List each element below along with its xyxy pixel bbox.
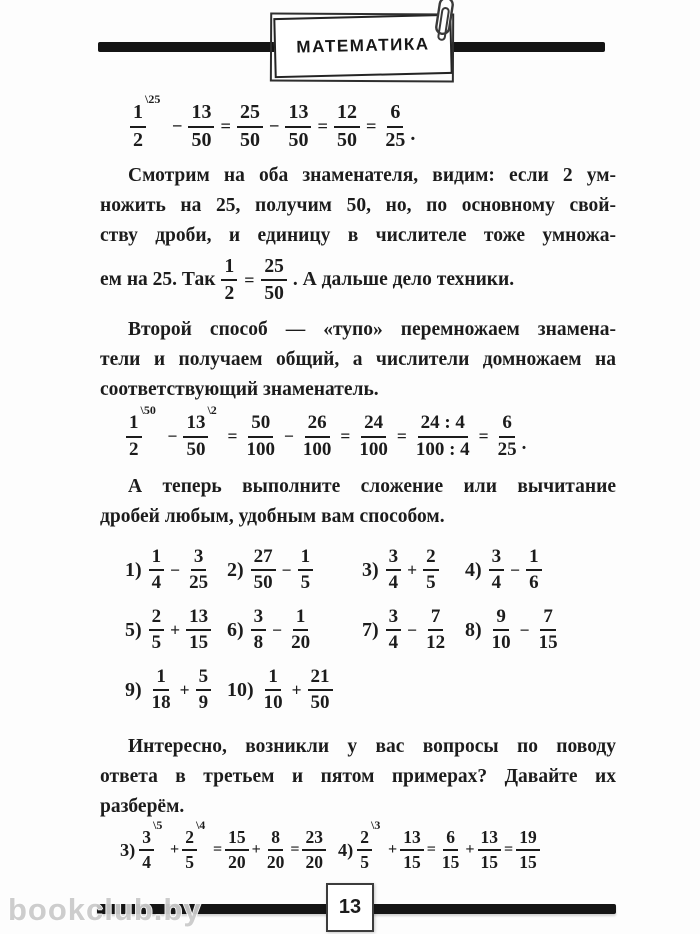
extra-multiplier: \25 (145, 92, 161, 106)
exercise-row (100, 600, 616, 660)
punctuation: . (410, 123, 416, 146)
denominator: 50 (191, 128, 212, 151)
numerator: 19 (516, 828, 540, 851)
operator: − (519, 619, 530, 640)
denominator: 4 (151, 572, 162, 594)
denominator: 20 (291, 632, 311, 654)
operator: = (212, 841, 223, 859)
denominator: 10 (263, 692, 283, 714)
paragraph-line: Смотрим на оба знаменателя, видим: если 2 ум- (128, 165, 616, 187)
operator: = (478, 426, 489, 447)
numerator: 13 (188, 102, 214, 128)
math-text: ем на 25. Так (100, 269, 216, 291)
denominator: 4 (142, 852, 152, 873)
numerator: 3 (139, 828, 154, 851)
exercise-item (100, 667, 227, 714)
punctuation: . (521, 433, 527, 455)
exercise-item (227, 547, 362, 594)
exercise-item (362, 607, 465, 654)
spacer (328, 850, 336, 851)
denominator: 50 (264, 283, 284, 305)
numerator: 7 (428, 607, 444, 632)
formula-half-minus (130, 92, 616, 151)
numerator: 24 (361, 413, 386, 438)
numerator: 3 (386, 607, 402, 632)
exercise-item (227, 607, 362, 654)
operator: − (272, 619, 283, 640)
extra-multiplier: \2 (207, 403, 217, 418)
numerator: 1 (293, 607, 309, 632)
denominator: 15 (480, 852, 499, 873)
exercise-number: 5) (125, 618, 142, 641)
exercise-row (100, 540, 616, 600)
operator: = (340, 426, 351, 447)
operator: − (281, 559, 292, 580)
fraction (285, 102, 311, 151)
paragraph-task-intro (100, 472, 616, 532)
numerator: 25 (261, 256, 287, 281)
denominator: 100 (302, 438, 332, 460)
exercise-number: 7) (362, 618, 379, 641)
operator: = (290, 841, 300, 859)
formula-worked-examples (120, 818, 616, 873)
denominator: 20 (228, 852, 246, 873)
fraction (516, 828, 540, 872)
numerator: 2 (182, 828, 197, 851)
fraction (149, 667, 174, 714)
math-text: . А дальше дело техники. (292, 269, 515, 291)
fraction (251, 547, 276, 594)
denominator: 50 (239, 128, 260, 151)
paragraph-line: разберём. (100, 796, 185, 818)
fraction (264, 828, 288, 872)
fraction (423, 607, 448, 654)
numerator: 7 (540, 607, 556, 632)
numerator: 3 (251, 607, 267, 632)
numerator: 27 (251, 547, 276, 572)
denominator: 5 (426, 572, 436, 594)
denominator: 25 (189, 572, 209, 594)
paragraph-line: дробей любым, удобным вам способом. (100, 506, 445, 528)
operator: = (317, 116, 328, 137)
denominator: 9 (198, 692, 209, 714)
chapter-title: МАТЕМАТИКА (296, 34, 430, 57)
paragraph-line: Второй способ — «тупо» перемножаем знамена- (128, 319, 616, 341)
operator: + (465, 841, 475, 859)
paragraph-line: ству дроби, и единицу в числителе тоже умножа- (100, 225, 616, 247)
denominator: 15 (189, 632, 209, 654)
denominator: 4 (491, 572, 502, 594)
fraction (196, 667, 212, 714)
exercise-item (465, 607, 616, 654)
numerator: 1 (298, 547, 314, 572)
operator: + (407, 559, 418, 580)
exercise-number: 4) (465, 558, 482, 581)
fraction (182, 818, 206, 873)
numerator: 6 (387, 102, 403, 128)
fraction (225, 828, 249, 872)
fraction (495, 413, 520, 460)
denominator: 5 (360, 852, 370, 873)
fraction (300, 413, 335, 460)
page-header (0, 0, 700, 92)
exercise-item (100, 607, 227, 654)
fraction (188, 102, 214, 151)
exercise-number: 9) (125, 678, 142, 701)
numerator: 3 (386, 547, 402, 572)
denominator: 50 (310, 692, 330, 714)
fraction (251, 607, 267, 654)
fraction (261, 256, 287, 304)
fraction (526, 547, 542, 594)
numerator: 1 (221, 256, 237, 281)
denominator: 2 (129, 438, 139, 460)
numerator: 8 (268, 828, 283, 851)
paragraph-line: ножить на 25, получим 50, но, по основному свой- (100, 195, 616, 217)
operator: = (426, 841, 436, 859)
fraction (302, 828, 326, 872)
operator: + (251, 841, 261, 859)
extra-multiplier: \3 (371, 818, 381, 833)
denominator: 50 (336, 128, 357, 151)
operator: = (227, 426, 238, 447)
exercise-item (362, 547, 465, 594)
denominator: 25 (497, 438, 517, 460)
denominator: 12 (426, 632, 446, 654)
exercise-number: 2) (227, 558, 244, 581)
fraction (149, 547, 165, 594)
paragraph-line: Интересно, возникли у вас вопросы по поводу (128, 736, 616, 758)
operator: − (170, 559, 181, 580)
denominator: 20 (305, 852, 323, 873)
chapter-title-box (273, 14, 452, 78)
numerator: 26 (305, 413, 330, 438)
operator: − (268, 116, 280, 137)
denominator: 6 (529, 572, 539, 594)
fraction (126, 403, 156, 460)
extra-multiplier: \5 (153, 818, 163, 833)
denominator: 20 (266, 852, 285, 873)
denominator: 5 (185, 852, 194, 873)
denominator: 18 (151, 692, 171, 714)
paperclip-icon (430, 0, 459, 45)
numerator: 50 (248, 413, 273, 438)
paragraph-line: соответствующий знаменатель. (100, 379, 379, 401)
item-label: 4) (337, 839, 354, 860)
numerator: 1 (126, 413, 142, 438)
numerator: 1 (265, 667, 281, 692)
fraction (139, 818, 163, 873)
numerator: 23 (302, 828, 326, 851)
denominator: 50 (288, 128, 309, 151)
fraction (261, 667, 286, 714)
numerator: 13 (186, 607, 211, 632)
fraction (149, 607, 165, 654)
fraction (288, 607, 313, 654)
denominator: 4 (388, 632, 399, 654)
fraction (439, 828, 463, 872)
exercise-item (227, 667, 362, 714)
fraction (423, 547, 439, 594)
paragraph-denominators (100, 161, 616, 307)
exercise-number: 8) (465, 618, 482, 641)
numerator: 6 (499, 413, 515, 438)
extra-multiplier: \4 (195, 818, 206, 833)
numerator: 13 (183, 413, 208, 438)
numerator: 1 (153, 667, 169, 692)
fraction (308, 667, 333, 714)
numerator: 1 (149, 547, 165, 572)
watermark: bookclub.by (8, 892, 202, 927)
denominator: 100 (246, 438, 275, 460)
numerator: 13 (285, 102, 311, 128)
fraction (334, 102, 360, 151)
fraction (478, 828, 502, 872)
operator: = (244, 270, 255, 291)
exercise-number: 6) (227, 618, 244, 641)
denominator: 50 (253, 572, 273, 594)
operator: = (504, 841, 514, 859)
exercise-number: 10) (227, 678, 254, 701)
numerator: 2 (149, 607, 165, 632)
denominator: 10 (491, 632, 511, 654)
fraction (489, 607, 514, 654)
exercise-list (100, 540, 616, 720)
denominator: 4 (388, 572, 399, 594)
operator: − (407, 619, 418, 640)
denominator: 50 (186, 438, 206, 460)
fraction (221, 256, 237, 304)
page-body (0, 92, 616, 873)
operator: + (179, 679, 190, 700)
numerator: 24 : 4 (418, 413, 468, 438)
fraction (489, 547, 505, 594)
numerator: 5 (196, 667, 212, 692)
operator: = (365, 116, 377, 137)
numerator: 25 (237, 102, 263, 128)
numerator: 13 (478, 828, 502, 851)
operator: = (396, 426, 407, 447)
numerator: 12 (334, 102, 360, 128)
operator: + (170, 841, 180, 859)
numerator: 3 (489, 547, 505, 572)
denominator: 5 (300, 572, 311, 594)
numerator: 13 (400, 828, 424, 851)
item-label: 3) (120, 839, 136, 860)
page-number-box (326, 883, 374, 932)
operator: − (510, 559, 521, 580)
fraction (130, 92, 161, 151)
fraction (186, 607, 211, 654)
paragraph-line: тели и получаем общий, а числители домножаем на (100, 349, 616, 371)
fraction (298, 547, 314, 594)
operator: = (220, 116, 231, 137)
exercise-number: 3) (362, 558, 379, 581)
fraction (382, 102, 408, 151)
numerator: 1 (526, 547, 542, 572)
paragraph-second-method (100, 315, 616, 405)
exercise-number: 1) (125, 558, 142, 581)
fraction (386, 547, 402, 594)
operator: − (167, 426, 178, 447)
fraction (183, 403, 217, 460)
fraction (536, 607, 561, 654)
denominator: 25 (385, 128, 406, 151)
exercise-item (100, 547, 227, 594)
operator: − (172, 116, 183, 137)
paragraph-line-with-fraction (100, 251, 616, 307)
numerator: 15 (225, 828, 249, 851)
numerator: 2 (357, 828, 372, 851)
numerator: 3 (191, 547, 207, 572)
numerator: 6 (443, 828, 458, 851)
denominator: 2 (133, 128, 143, 151)
denominator: 15 (538, 632, 558, 654)
fraction (357, 818, 381, 873)
fraction (356, 413, 391, 460)
paragraph-line: ответа в третьем и пятом примерах? Давайте их (100, 766, 616, 788)
exercise-row (100, 660, 616, 720)
denominator: 2 (224, 283, 235, 305)
fraction (237, 102, 263, 151)
denominator: 15 (441, 852, 460, 873)
operator: − (283, 426, 294, 447)
numerator: 9 (493, 607, 509, 632)
extra-multiplier: \50 (140, 403, 156, 418)
page-number: 13 (338, 896, 362, 918)
numerator: 1 (130, 102, 146, 128)
denominator: 8 (253, 632, 264, 654)
exercise-item (465, 547, 616, 594)
denominator: 5 (151, 632, 162, 654)
denominator: 100 : 4 (415, 438, 470, 460)
formula-common-denominator (126, 403, 616, 460)
denominator: 100 (359, 438, 388, 460)
numerator: 2 (423, 547, 439, 572)
numerator: 21 (308, 667, 333, 692)
operator: + (388, 841, 398, 859)
fraction (413, 413, 473, 460)
fraction (386, 607, 402, 654)
fraction (400, 828, 424, 872)
operator: + (291, 679, 302, 700)
denominator: 15 (403, 852, 421, 873)
denominator: 15 (519, 852, 537, 873)
operator: + (170, 619, 181, 640)
paragraph-questions (100, 732, 616, 822)
paragraph-line: А теперь выполните сложение или вычитание (128, 476, 616, 498)
fraction (243, 413, 278, 460)
fraction (186, 547, 211, 594)
